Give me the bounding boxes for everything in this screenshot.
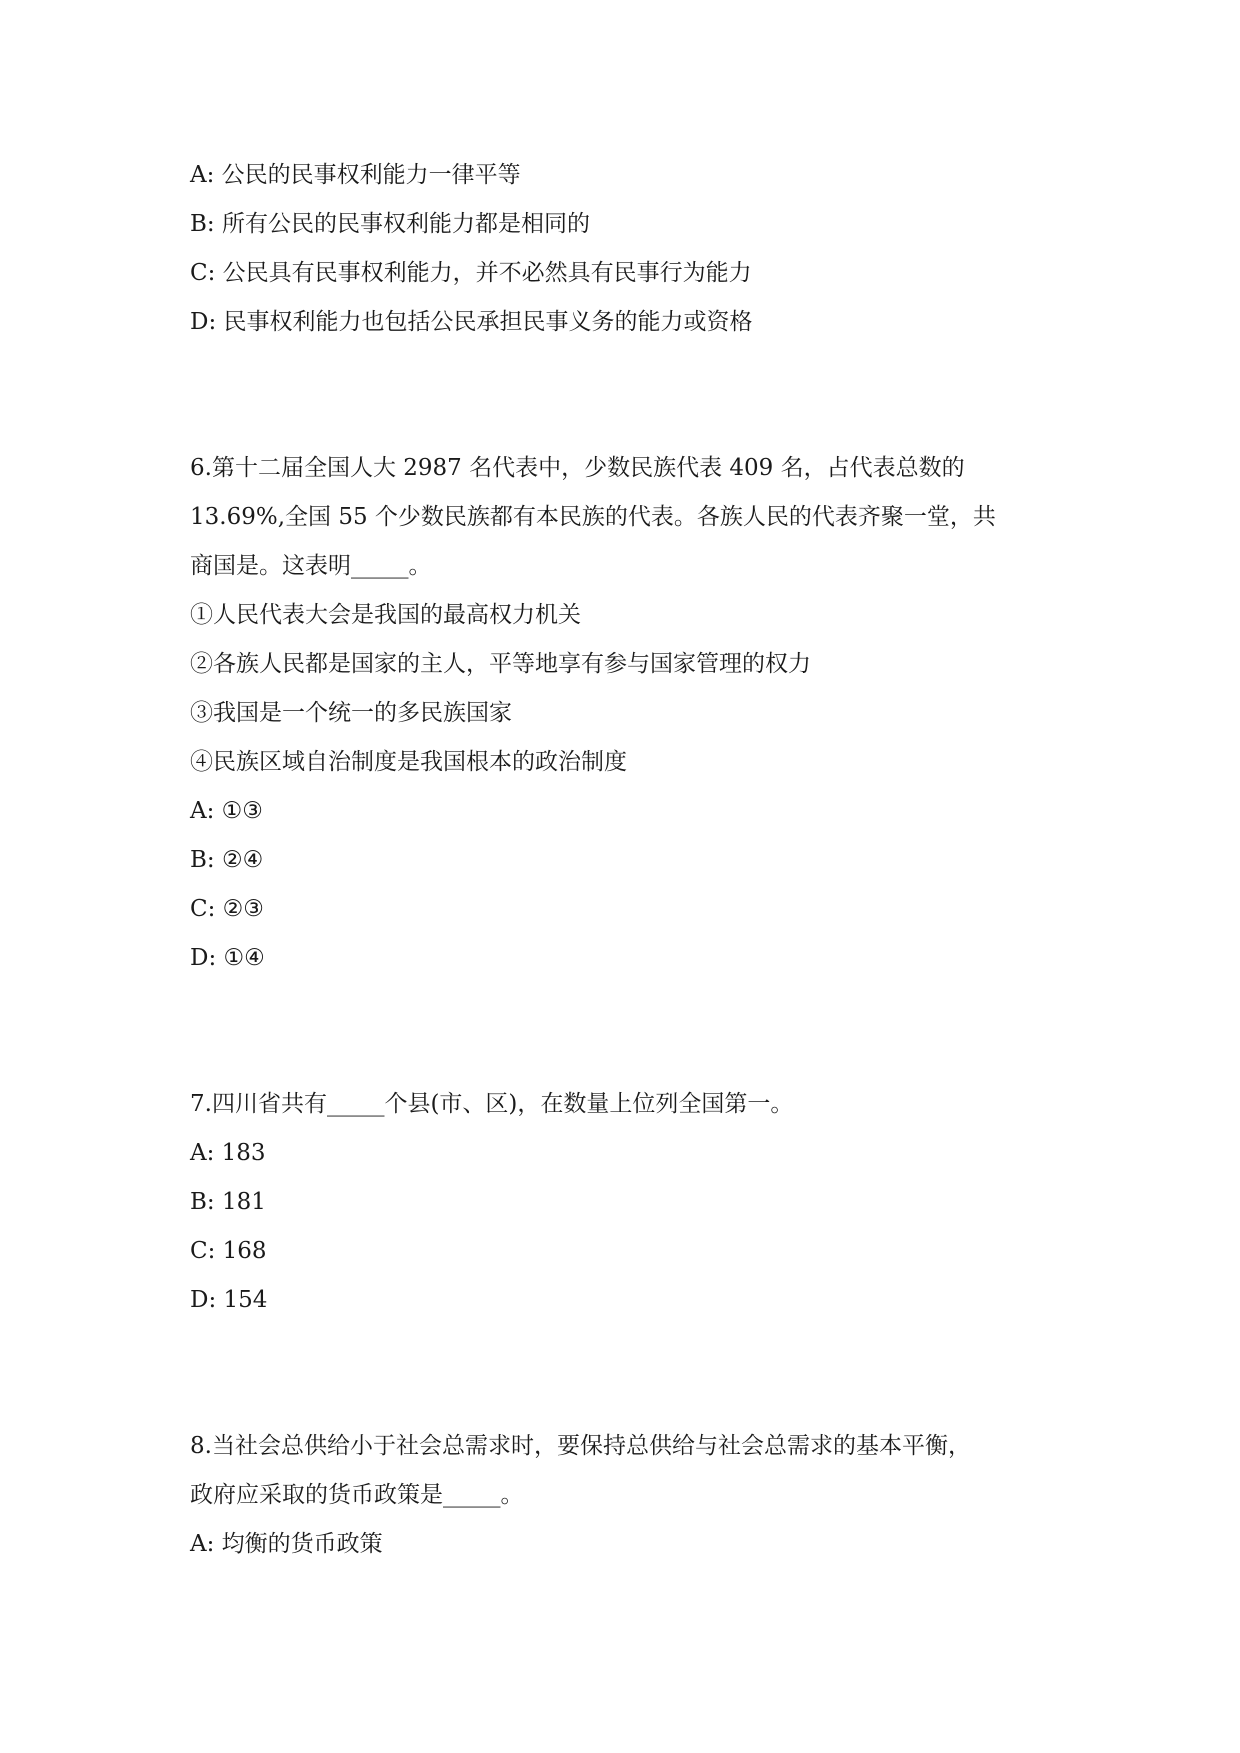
q7-option-b: B: 181 bbox=[190, 1189, 266, 1215]
q6-option-a: A: ①③ bbox=[190, 798, 263, 824]
q8-stem-line-1: 8.当社会总供给小于社会总需求时，要保持总供给与社会总需求的基本平衡， bbox=[190, 1433, 971, 1459]
q8-stem-line-2: 政府应采取的货币政策是_____。 bbox=[190, 1482, 524, 1508]
q6-option-d: D: ①④ bbox=[190, 945, 265, 971]
q6-statement-3: ③我国是一个统一的多民族国家 bbox=[190, 700, 512, 726]
q7-option-a: A: 183 bbox=[190, 1140, 266, 1166]
q7-option-d: D: 154 bbox=[190, 1287, 268, 1313]
q5-option-d: D: 民事权利能力也包括公民承担民事义务的能力或资格 bbox=[190, 309, 753, 335]
q7-stem: 7.四川省共有_____个县(市、区)，在数量上位列全国第一。 bbox=[190, 1091, 794, 1117]
q5-option-a: A: 公民的民事权利能力一律平等 bbox=[190, 162, 521, 188]
q6-option-c: C: ②③ bbox=[190, 896, 264, 922]
q8-option-a: A: 均衡的货币政策 bbox=[190, 1531, 383, 1557]
q6-option-b: B: ②④ bbox=[190, 847, 264, 873]
q6-statement-1: ①人民代表大会是我国的最高权力机关 bbox=[190, 602, 581, 628]
q6-statement-2: ②各族人民都是国家的主人，平等地享有参与国家管理的权力 bbox=[190, 651, 811, 677]
q5-option-c: C: 公民具有民事权利能力，并不必然具有民事行为能力 bbox=[190, 260, 752, 286]
q6-statement-4: ④民族区域自治制度是我国根本的政治制度 bbox=[190, 749, 627, 775]
q6-stem-line-2: 13.69%,全国 55 个少数民族都有本民族的代表。各族人民的代表齐聚一堂，共 bbox=[190, 504, 996, 530]
q7-option-c: C: 168 bbox=[190, 1238, 267, 1264]
q6-stem-line-1: 6.第十二届全国人大 2987 名代表中，少数民族代表 409 名，占代表总数的 bbox=[190, 455, 965, 481]
q5-option-b: B: 所有公民的民事权利能力都是相同的 bbox=[190, 211, 590, 237]
q6-stem-line-3: 商国是。这表明_____。 bbox=[190, 553, 432, 579]
